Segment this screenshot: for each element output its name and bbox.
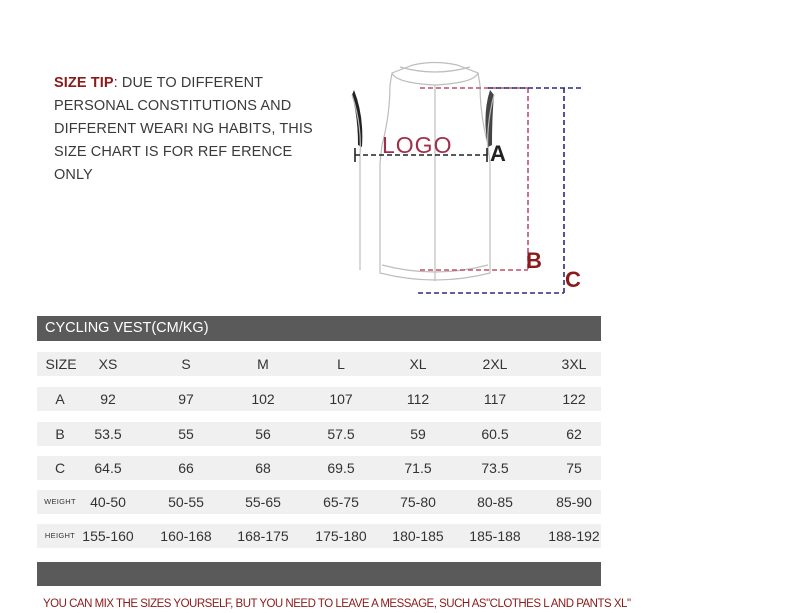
label-a: A (490, 141, 506, 166)
table-cell: 107 (329, 391, 353, 407)
table-cell: 85-90 (556, 494, 592, 510)
table-row-a (37, 387, 601, 411)
size-header-cell: XL (409, 356, 427, 372)
dimension-c-lines (418, 88, 584, 293)
table-cell: 97 (178, 391, 194, 407)
vest-measurement-diagram (340, 55, 600, 300)
table-cell: 155-160 (82, 528, 134, 544)
table-cell: 65-75 (323, 494, 359, 510)
mix-sizes-note: YOU CAN MIX THE SIZES YOURSELF, BUT YOU NEED TO LEAVE A MESSAGE, SUCH AS"CLOTHES L AND PANTS XL" (43, 598, 631, 610)
row-label: C (54, 460, 66, 476)
table-cell: 68 (255, 460, 271, 476)
label-b: B (526, 248, 542, 273)
table-cell: 60.5 (481, 426, 509, 442)
vest-outline (380, 63, 490, 282)
row-label: A (55, 391, 65, 407)
table-cell: 40-50 (90, 494, 126, 510)
table-cell: 80-85 (477, 494, 513, 510)
table-cell: 64.5 (94, 460, 122, 476)
dimension-b-lines (420, 88, 528, 270)
table-cell: 117 (483, 391, 507, 407)
size-header-cell: M (257, 356, 269, 372)
table-cell: 75-80 (400, 494, 436, 510)
table-cell: 180-185 (392, 528, 444, 544)
table-footer-bar (37, 562, 601, 586)
table-row-c (37, 456, 601, 480)
size-header-cell: 2XL (482, 356, 508, 372)
size-tip (54, 72, 329, 187)
size-header-cell: S (181, 356, 191, 372)
size-tip-text: : DUE TO DIFFERENT PERSONAL CONSTITUTIONS AND DIFFERENT WEARI NG HABITS, THIS SIZE CHART IS FOR REF ERENCE ONLY (54, 75, 313, 183)
table-row-height (37, 524, 601, 548)
table-cell: 188-192 (548, 528, 600, 544)
logo-text: LOGO (382, 132, 453, 158)
table-cell: 62 (566, 426, 582, 442)
table-cell: 160-168 (160, 528, 212, 544)
size-header-cell: XS (98, 356, 118, 372)
row-label: B (55, 426, 65, 442)
table-cell: 71.5 (404, 460, 432, 476)
table-cell: 55-65 (245, 494, 281, 510)
size-table (37, 316, 601, 548)
size-table-title: CYCLING VEST(CM/KG) (37, 316, 601, 341)
table-cell: 122 (562, 391, 586, 407)
table-cell: 59 (410, 426, 426, 442)
table-cell: 73.5 (481, 460, 509, 476)
size-header-cell: 3XL (561, 356, 587, 372)
table-cell: 69.5 (327, 460, 355, 476)
table-cell: 92 (100, 391, 116, 407)
table-row-b (37, 422, 601, 446)
table-cell: 112 (406, 391, 430, 407)
vest-side-lines (352, 95, 494, 270)
table-cell: 102 (251, 391, 275, 407)
table-cell: 55 (178, 426, 194, 442)
label-c: C (565, 267, 581, 292)
table-cell: 53.5 (94, 426, 122, 442)
table-cell: 57.5 (327, 426, 355, 442)
table-cell: 75 (566, 460, 582, 476)
table-cell: 185-188 (469, 528, 521, 544)
size-header-label: SIZE (45, 356, 77, 372)
table-cell: 56 (255, 426, 271, 442)
row-label: HEIGHT (44, 531, 76, 540)
table-cell: 175-180 (315, 528, 367, 544)
row-label: WEIGHT (44, 497, 76, 506)
table-cell: 50-55 (168, 494, 204, 510)
size-header-row (37, 352, 601, 376)
table-row-weight (37, 490, 601, 514)
table-cell: 66 (178, 460, 194, 476)
size-header-cell: L (337, 356, 345, 372)
size-tip-label: SIZE TIP (54, 75, 114, 91)
table-cell: 168-175 (237, 528, 289, 544)
